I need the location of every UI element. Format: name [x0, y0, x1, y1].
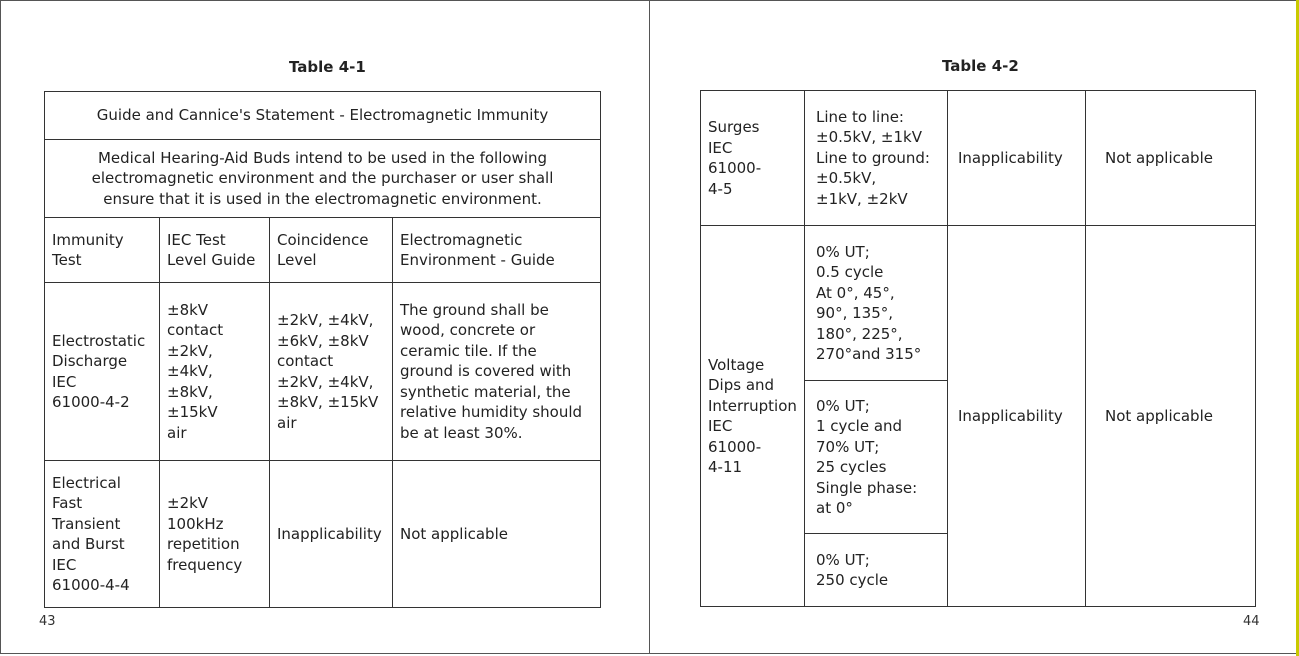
table-cell: ±8kV contact ±2kV, ±4kV, ±8kV, ±15kV air [160, 283, 270, 461]
table-row [45, 461, 601, 608]
table-cell: Electrical Fast Transient and Burst IEC 61000-4-4 [45, 461, 160, 608]
left-page [0, 0, 650, 654]
table-cell: Inapplicability [270, 461, 393, 608]
page-number: 44 [1243, 614, 1260, 629]
table-cell: Not applicable [1086, 91, 1256, 226]
table-cell: Surges IEC 61000- 4-5 [701, 91, 805, 226]
table-cell: 0% UT; 1 cycle and 70% UT; 25 cycles Single phase: at 0° [805, 381, 948, 534]
immunity-table-continued [700, 90, 1256, 607]
table-intro: Medical Hearing-Aid Buds intend to be used in the following electromagnetic environment and the purchaser or user shall ensure that it is used in the electromagnetic environment. [45, 140, 601, 218]
table-cell: Not applicable [1086, 226, 1256, 607]
table-heading: Guide and Cannice's Statement - Electromagnetic Immunity [45, 92, 601, 140]
immunity-table [44, 91, 601, 608]
table-title: Table 4-2 [942, 57, 1019, 75]
table-row [701, 91, 1256, 226]
table-intro-row [45, 140, 601, 218]
table-header-row [45, 218, 601, 283]
column-header: Coincidence Level [270, 218, 393, 283]
table-row [701, 226, 1256, 381]
table-cell: Inapplicability [948, 226, 1086, 607]
table-title: Table 4-1 [289, 58, 366, 76]
table-cell: Not applicable [393, 461, 601, 608]
table-cell: The ground shall be wood, concrete or ceramic tile. If the ground is covered with synthetic material, the relative humidity should be at least 30%. [393, 283, 601, 461]
page-number: 43 [39, 614, 56, 629]
right-page [649, 0, 1298, 654]
table-cell: ±2kV, ±4kV, ±6kV, ±8kV contact ±2kV, ±4kV, ±8kV, ±15kV air [270, 283, 393, 461]
table-heading-row [45, 92, 601, 140]
table-row [45, 283, 601, 461]
table-cell: Voltage Dips and Interruption IEC 61000- 4-11 [701, 226, 805, 607]
table-cell: Line to line: ±0.5kV, ±1kV Line to ground: ±0.5kV, ±1kV, ±2kV [805, 91, 948, 226]
table-cell: 0% UT; 250 cycle [805, 534, 948, 607]
table-cell: ±2kV 100kHz repetition frequency [160, 461, 270, 608]
column-header: Electromagnetic Environment - Guide [393, 218, 601, 283]
table-cell: 0% UT; 0.5 cycle At 0°, 45°, 90°, 135°, 180°, 225°, 270°and 315° [805, 226, 948, 381]
column-header: Immunity Test [45, 218, 160, 283]
table-cell: Electrostatic Discharge IEC 61000-4-2 [45, 283, 160, 461]
table-cell: Inapplicability [948, 91, 1086, 226]
column-header: IEC Test Level Guide [160, 218, 270, 283]
